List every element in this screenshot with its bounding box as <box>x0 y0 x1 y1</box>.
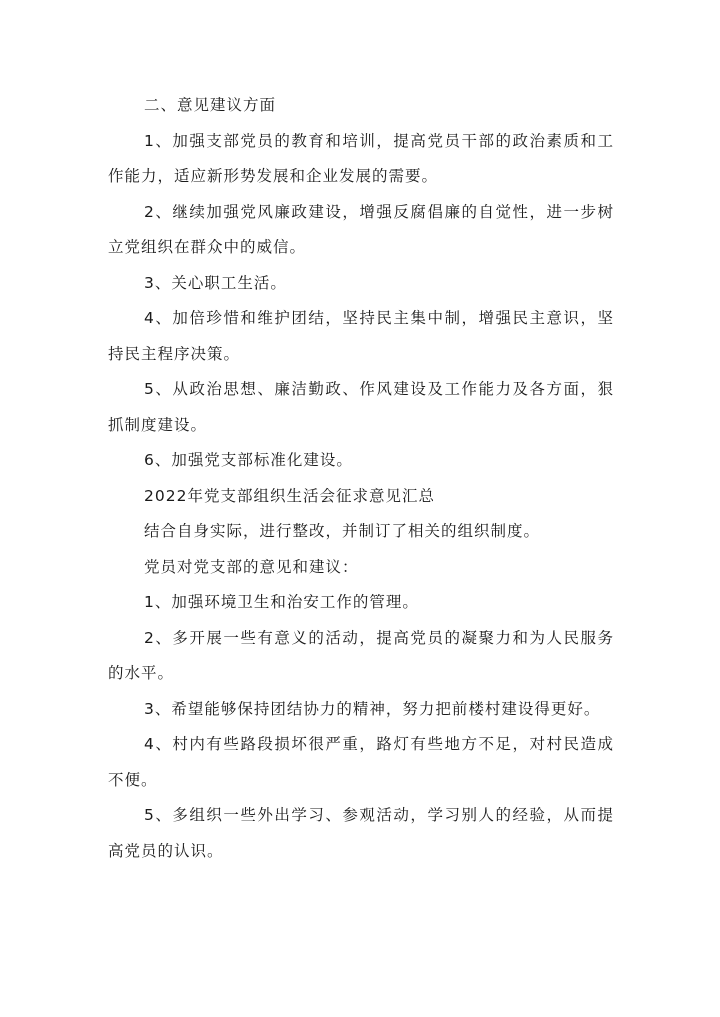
document-subtitle: 2022年党支部组织生活会征求意见汇总 <box>144 486 435 505</box>
paragraph: 1、加强环境卫生和治安工作的管理。 <box>144 593 419 611</box>
paragraph: 党员对党支部的意见和建议： <box>144 557 359 576</box>
paragraph: 6、加强党支部标准化建设。 <box>144 451 353 469</box>
paragraph: 4、村内有些路段损坏很严重，路灯有些地方不足，对村民造成不便。 <box>108 735 614 789</box>
paragraph: 1、加强支部党员的教育和培训，提高党员干部的政治素质和工作能力，适应新形势发展和企业发展的需要。 <box>108 131 614 185</box>
document-body <box>108 88 614 869</box>
paragraph: 5、从政治思想、廉洁勤政、作风建设及工作能力及各方面，狠抓制度建设。 <box>108 380 614 434</box>
paragraph: 2、继续加强党风廉政建设，增强反腐倡廉的自觉性，进一步树立党组织在群众中的威信。 <box>108 202 614 256</box>
paragraph: 5、多组织一些外出学习、参观活动，学习别人的经验，从而提高党员的认识。 <box>108 806 614 860</box>
paragraph: 4、加倍珍惜和维护团结，坚持民主集中制，增强民主意识，坚持民主程序决策。 <box>108 309 614 363</box>
paragraph: 2、多开展一些有意义的活动，提高党员的凝聚力和为人民服务的水平。 <box>108 628 614 682</box>
paragraph: 3、希望能够保持团结协力的精神，努力把前楼村建设得更好。 <box>144 699 601 718</box>
section-heading: 二、意见建议方面 <box>144 96 277 114</box>
paragraph: 结合自身实际，进行整改，并制订了相关的组织制度。 <box>144 522 541 540</box>
paragraph: 3、关心职工生活。 <box>144 273 287 292</box>
